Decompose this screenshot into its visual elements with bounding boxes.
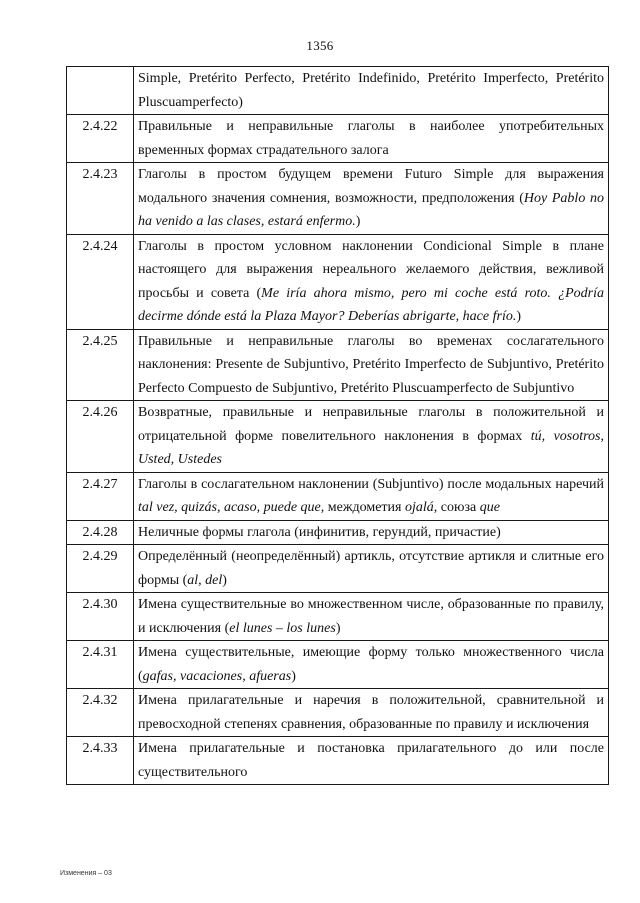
topic-description <box>134 593 609 641</box>
table-row <box>67 520 609 545</box>
spanish-example-text: tal vez, quizás, acaso, puede que <box>138 500 321 515</box>
description-text: Имена прилагательные и наречия в положительной, сравнительной и превосходной степенях сравнения, образованные по правилу и исключения <box>138 693 604 732</box>
description-text: , междометия <box>320 500 405 515</box>
page-number: 1356 <box>306 38 334 53</box>
topic-description <box>134 67 609 115</box>
spanish-example-text: ojalá <box>404 500 434 515</box>
description-text: Имена существительные во множественном числе, образованные по правилу, и исключения ( <box>138 597 604 636</box>
description-text: Глаголы в сослагательном наклонении (Subjuntivo) после модальных наречий <box>138 476 604 492</box>
description-text: ) <box>291 668 296 684</box>
description-text: Неличные формы глагола (инфинитив, герундий, причастие) <box>138 524 501 540</box>
table-row <box>67 737 609 785</box>
topic-description <box>134 115 609 163</box>
spanish-example-text: tú, vosotros, Usted, Ustedes <box>138 428 604 467</box>
table-row <box>67 545 609 593</box>
section-number: 2.4.26 <box>67 401 134 473</box>
description-text: Имена прилагательные и постановка прилагательного до или после существительного <box>138 741 604 780</box>
description-text: Правильные и неправильные глаголы в наиболее употребительных временных формах страдательного залога <box>138 119 604 158</box>
section-number: 2.4.32 <box>67 689 134 737</box>
table-row <box>67 67 609 115</box>
description-text: Simple, Pretérito Perfecto, Pretérito Indefinido, Pretérito Imperfecto, Pretérito Pluscuamperfecto) <box>138 71 604 110</box>
section-number: 2.4.33 <box>67 737 134 785</box>
description-text: ) <box>222 572 227 588</box>
section-number: 2.4.31 <box>67 641 134 689</box>
section-number <box>67 67 134 115</box>
spanish-example-text: al, del <box>187 572 223 588</box>
section-number: 2.4.30 <box>67 593 134 641</box>
spanish-example-text: gafas, vacaciones, afueras <box>142 668 292 684</box>
table-row <box>67 641 609 689</box>
topic-description <box>134 472 609 520</box>
topic-description <box>134 401 609 473</box>
table-row <box>67 115 609 163</box>
spanish-example-text: que <box>479 500 500 515</box>
description-text: Возвратные, правильные и неправильные глаголы в положительной и отрицательной форме повелительного наклонения в формах <box>138 405 604 444</box>
section-number: 2.4.25 <box>67 329 134 401</box>
spanish-example-text: Me iría ahora mismo, pero mi coche está roto. ¿Podría decirme dónde está la Plaza Mayor? Deberías abrigarte, hace frío. <box>138 285 604 324</box>
section-number: 2.4.28 <box>67 520 134 545</box>
topic-description <box>134 163 609 235</box>
table-row <box>67 689 609 737</box>
description-text: ) <box>335 620 341 636</box>
table-row <box>67 234 609 329</box>
spanish-example-text: el lunes – los lunes <box>229 620 336 636</box>
description-text: Глаголы в простом будущем времени Futuro Simple для выражения модального значения сомнения, возможности, предположения ( <box>138 167 604 206</box>
topic-description <box>134 737 609 785</box>
spanish-example-text: Hoy Pablo no ha venido a las clases, estará enfermo. <box>138 190 604 229</box>
content-table <box>66 66 609 785</box>
table-body <box>67 67 609 785</box>
section-number: 2.4.24 <box>67 234 134 329</box>
description-text: Глаголы в простом условном наклонении Condicional Simple в плане настоящего для выражения нереального желаемого действия, вежливой просьбы и совета ( <box>138 238 604 301</box>
topic-description <box>134 329 609 401</box>
topic-description <box>134 689 609 737</box>
table-row <box>67 163 609 235</box>
description-text: Правильные и неправильные глаголы во временах сослагательного наклонения: Presente de Subjuntivo, Pretérito Imperfecto de Subjuntivo, Pretérito Perfecto Compuesto de Subjuntivo, Pretérito Pluscuamperfecto de Subjuntivo <box>138 333 604 396</box>
section-number: 2.4.23 <box>67 163 134 235</box>
topic-description <box>134 641 609 689</box>
table-row <box>67 329 609 401</box>
description-text: ) <box>355 214 361 229</box>
section-number: 2.4.27 <box>67 472 134 520</box>
topic-description <box>134 545 609 593</box>
section-number: 2.4.22 <box>67 115 134 163</box>
table-row <box>67 472 609 520</box>
description-text: Имена существительные, имеющие форму только множественного числа ( <box>138 645 604 684</box>
table-row <box>67 593 609 641</box>
topic-description <box>134 234 609 329</box>
description-text: ) <box>516 309 521 324</box>
description-text: Определённый (неопределённый) артикль, отсутствие артикля и слитные его формы ( <box>138 549 604 588</box>
topic-description <box>134 520 609 545</box>
revision-footer: Изменения – 03 <box>60 870 112 877</box>
table-row <box>67 401 609 473</box>
description-text: , союза <box>433 500 480 515</box>
section-number: 2.4.29 <box>67 545 134 593</box>
